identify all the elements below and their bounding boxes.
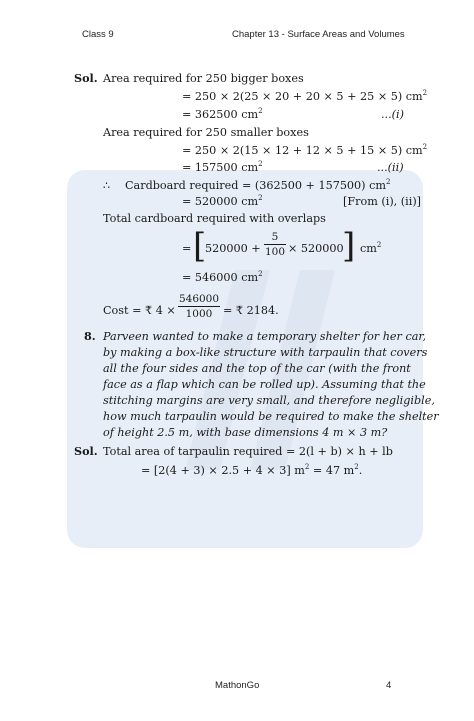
class-label: Class 9 — [82, 29, 114, 40]
equation-line: = 250 × 2(15 × 12 + 12 × 5 + 15 × 5) $cm^2$ — [182, 143, 428, 157]
question-line: by making a box-like structure with tarpaulin that covers — [103, 346, 428, 359]
equation-line: = 250 × 2(25 × 20 + 20 × 5 + 25 × 5) $cm^2$ — [182, 89, 428, 103]
left-bracket: [ — [193, 226, 207, 266]
cost-prefix: Cost = ₹ 4 × — [103, 304, 176, 317]
equation-line: = [2(4 + 3) × 2.5 + 4 × 3] $m^2 = 47$ $m^2$. — [141, 463, 363, 477]
therefore-symbol: ∴ — [103, 179, 111, 192]
reference-tag: [From (i), (ii)] — [343, 195, 422, 208]
question-line: of height 2.5 m, with base dimensions 4 m × 3 m? — [103, 426, 388, 439]
equation-line: = 546000 $cm^2$ — [182, 270, 263, 284]
page-number: 4 — [386, 680, 392, 691]
footer-site: MathonGo — [215, 680, 260, 691]
text-line: Area required for 250 smaller boxes — [103, 126, 309, 139]
right-bracket: ] — [342, 226, 356, 266]
chapter-title: Chapter 13 - Surface Areas and Volumes — [232, 29, 405, 40]
sol-label: Sol. — [74, 71, 98, 85]
question-line: stitching margins are very small, and therefore negligible, — [103, 394, 435, 407]
fraction: 5 100 — [264, 231, 286, 259]
equation-tag: ...(ii) — [377, 161, 404, 174]
equation-line: = 157500 $cm^2$ — [182, 160, 263, 174]
sol-label: Sol. — [74, 444, 98, 458]
question-number: 8. — [84, 329, 96, 343]
equation-tag: ...(i) — [381, 108, 404, 121]
text-line: Area required for 250 bigger boxes — [103, 72, 304, 85]
equation-line: = 520000 $cm^2$ — [182, 194, 263, 208]
equals-sign: = — [182, 242, 192, 255]
overlap-term: × 520000 — [288, 242, 344, 255]
equation-line: Cardboard required = (362500 + 157500) $cm^2$ — [125, 178, 391, 192]
unit-label: $cm^2$ — [360, 241, 382, 255]
overlap-term: 520000 + — [205, 242, 261, 255]
text-line: Total cardboard required with overlaps — [103, 212, 326, 225]
text-line: Total area of tarpaulin required = 2(l + b) × h + lb — [103, 445, 393, 458]
question-line: how much tarpaulin would be required to make the shelter — [103, 410, 439, 423]
question-line: all the four sides and the top of the car (with the front — [103, 362, 411, 375]
cost-result: = ₹ 2184. — [223, 304, 279, 317]
question-line: Parveen wanted to make a temporary shelter for her car, — [103, 330, 427, 343]
equation-line: = 362500 $cm^2$ — [182, 107, 263, 121]
question-line: face as a flap which can be rolled up). Assuming that the — [103, 378, 426, 391]
cost-fraction: 546000 1000 — [178, 293, 220, 321]
